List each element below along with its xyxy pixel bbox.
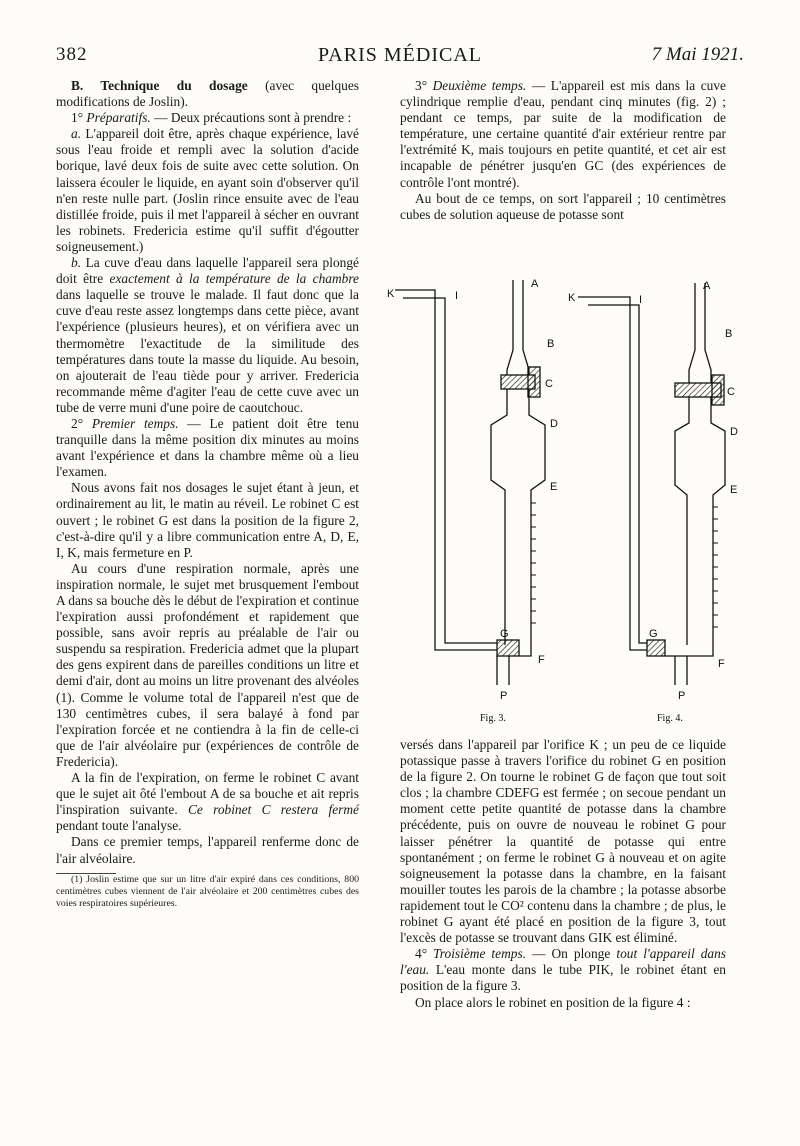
- label-b-fig3: B: [547, 338, 555, 350]
- label-e-fig4: E: [730, 484, 738, 496]
- label-e-fig3: E: [550, 481, 558, 493]
- paragraph-a: a. L'appareil doit être, après chaque expérience, lavé sous l'eau froide et rempli avec la solution d'acide borique, lavé deux fois de suite avec cette solution. On laissera écouler le liquide, en ayant soin d'observer qu'il n'en reste nulle part. (Joslin rince ensuite avec de l'eau distillée froide, puis il met l'appareil à sécher en ouvrant les robinets. Fredericia estime qu'il suffit d'égoutter soigneusement.): [56, 126, 359, 254]
- page-number: 382: [56, 44, 88, 65]
- label-f-fig3: F: [538, 654, 545, 666]
- section-heading: B. Technique du dosage (avec quelques modifications de Joslin).: [56, 78, 360, 110]
- label-a-fig4: A: [703, 280, 711, 292]
- label-k-fig4: K: [568, 292, 576, 304]
- paragraph-air-alveolaire: Dans ce premier temps, l'appareil renferme donc de l'air alvéolaire.: [56, 834, 359, 866]
- label-d-fig4: D: [730, 426, 738, 438]
- label-i-fig3: I: [455, 290, 459, 302]
- label-p-fig3: P: [500, 690, 508, 702]
- figure-4-scale: [713, 507, 718, 627]
- label-c-fig4: C: [727, 386, 735, 398]
- label-g-fig4: G: [649, 628, 658, 640]
- journal-title: PARIS MÉDICAL: [318, 44, 482, 66]
- footnote: (1) Joslin estime que sur un litre d'air expiré dans ces conditions, 800 centimètres cubes viennent de l'air alvéolaire et 200 centimètres cubes des voies respiratoires supérieures.: [56, 873, 359, 909]
- label-a-fig3: A: [531, 278, 539, 290]
- label-g-fig3: G: [500, 628, 509, 640]
- paragraph-fin-expiration: A la fin de l'expiration, on ferme le robinet C avant que le sujet ait ôté l'embout A de sa bouche et ait repris l'inspiration suivante. Ce robinet C restera fermé pendant toute l'analyse.: [56, 770, 360, 834]
- paragraph-verses: versés dans l'appareil par l'orifice K ; un peu de ce liquide potassique passe à travers l'orifice du robinet G en position de la figure 2. On tourne le robinet G de façon que tout soit clos ; la chambre CDEFG est fermée ; on secoue pendant un moment cette petite quantité de potasse dans la chambre précédente, puis on ouvre de nouveau le robinet G pour laisser pénétrer la quantité de potasse qui entre spontanément ; on ferme le robinet G à nouveau et on agite soigneusement la potasse dans la chambre, en la faisant mouiller toutes les parois de la chambre ; la potasse absorbe rapidement tout le CO² contenu dans la chambre ; de plus, le robinet G ayant été placé en position de la figure 3, tout l'excès de potasse se trouvant dans GIK est éliminé.: [400, 737, 726, 946]
- paragraph-deuxieme-temps: 3° Deuxième temps. — L'appareil est mis dans la cuve cylindrique remplie d'eau, pendant cinq minutes (fig. 2) ; pendant ce temps, par suite de la modification de température, une certaine quantité d'air extérieur rentre par l'extrémité K, mais toujours en petite quantité, et cet air est incapable de pénétrer jusqu'en GC (des expériences de contrôle l'ont montré).: [400, 78, 727, 190]
- paragraph-dosages: Nous avons fait nos dosages le sujet étant à jeun, et ordinairement au lit, le matin au réveil. Le robinet C est ouvert ; le robinet G est dans la position de la figure 2, c'est-à-dire qu'il y a libre communication entre A, D, E, I, K, mais fermeture en P.: [56, 480, 359, 560]
- caption-fig3: Fig. 3.: [480, 713, 506, 724]
- right-column-bottom: [400, 737, 726, 1011]
- paragraph-troisieme-temps: 4° Troisième temps. — On plonge tout l'appareil dans l'eau. L'eau monte dans le tube PIK, le robinet étant en position de la figure 3.: [400, 946, 726, 994]
- label-d-fig3: D: [550, 418, 558, 430]
- paragraph-bout-temps: Au bout de ce temps, on sort l'appareil ; 10 centimètres cubes de solution aqueuse de potasse sont: [400, 190, 726, 222]
- page-header: [56, 44, 744, 70]
- paragraph-premier-temps: 2° Premier temps. — Le patient doit être tenu tranquille dans la même position dix minutes au moins avant l'expérience et dans la chambre même où a lieu l'examen.: [56, 415, 359, 480]
- paragraph-preparatifs: 1° Préparatifs. — Deux précautions sont à prendre :: [71, 110, 352, 126]
- issue-date: 7 Mai 1921.: [651, 44, 744, 65]
- right-column-top: [400, 78, 726, 223]
- paragraph-robinet-figure4: On place alors le robinet en position de la figure 4 :: [415, 994, 691, 1010]
- label-b-fig4: B: [725, 328, 733, 340]
- left-column: [56, 78, 359, 910]
- label-k-fig3: K: [387, 288, 395, 300]
- figure-4-apparatus: [578, 283, 725, 685]
- paragraph-respiration: Au cours d'une respiration normale, après une inspiration normale, le sujet met brusquement l'embout A dans sa bouche dès le début de l'expiration et continue l'expiration aussi profondément et rapidement que possible, sans avoir repris au préalable de l'air ou suspendu sa respiration. Fredericia admet que la plupart des gens expirent dans de pareilles conditions un litre et demi d'air, dont au moins un litre provenant des alvéoles (1). Comme le volume total de l'appareil n'est que de 130 centimètres cubes, il sera balayé à fond par l'expiration forcée et ne contiendra à la fin de celle-ci que de l'air alvéolaire pur (expériences de contrôle de Fredericia).: [56, 560, 359, 769]
- caption-fig4: Fig. 4.: [657, 713, 683, 724]
- figure-3-apparatus: [395, 280, 545, 685]
- label-c-fig3: C: [545, 378, 553, 390]
- figure-3-scale: [531, 503, 536, 623]
- label-f-fig4: F: [718, 658, 725, 670]
- label-i-fig4: I: [639, 294, 643, 306]
- paragraph-b: b. La cuve d'eau dans laquelle l'appareil sera plongé doit être exactement à la température de la chambre dans laquelle se trouve le malade. Il faut donc que la cuve d'eau reste assez longtemps dans cette pièce, avant l'expérience (plusieurs heures), et on vérifiera avec un thermomètre l'exactitude de la similitude des températures dans toute la masse du liquide. Au besoin, on ajouterait de l'eau tiède pour y arriver. Fredericia recommande même d'agiter l'eau de cette cuve avec un tube de verre muni d'une poire de caoutchouc.: [56, 255, 359, 415]
- label-p-fig4: P: [678, 690, 686, 702]
- figure-labels: [387, 278, 738, 724]
- apparatus-figure: [385, 275, 740, 730]
